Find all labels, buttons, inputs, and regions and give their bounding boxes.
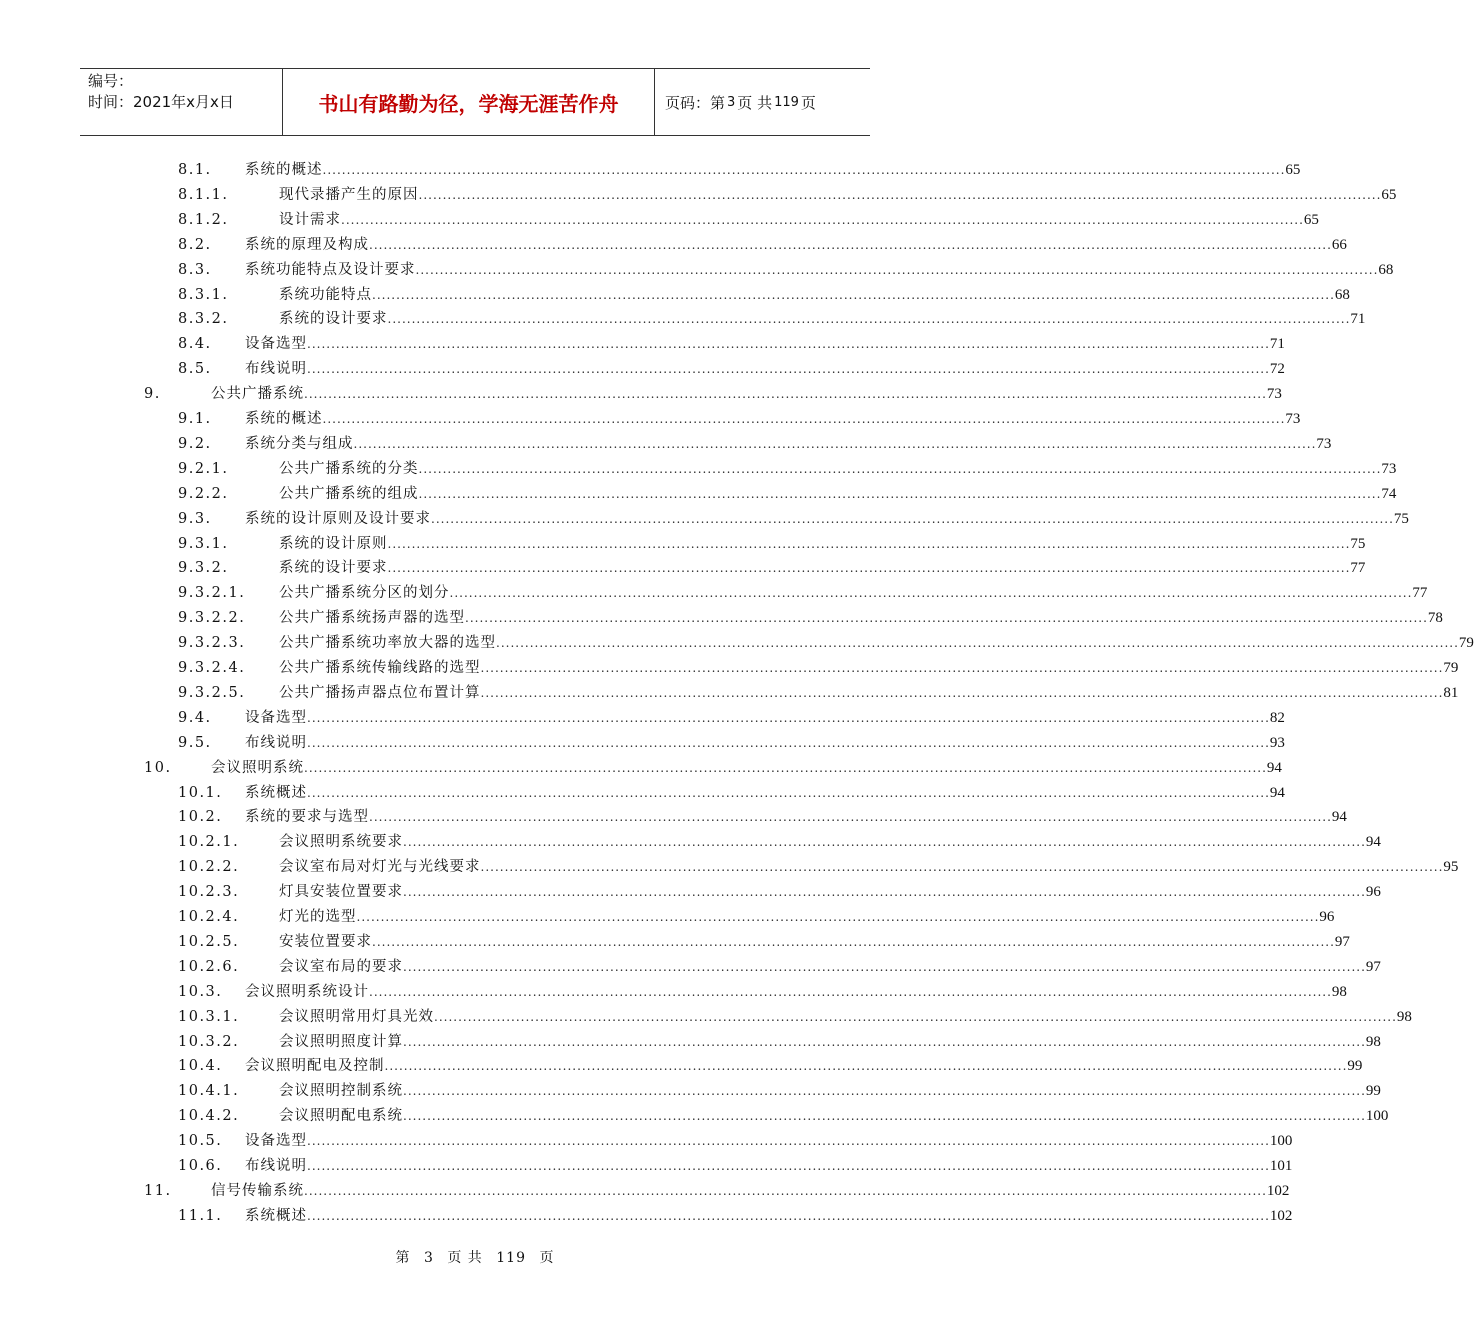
- toc-entry-page: 68: [1378, 261, 1394, 278]
- toc-entry-page: 75: [1350, 535, 1366, 552]
- toc-entry[interactable]: [178, 906, 1335, 928]
- toc-entry[interactable]: [178, 557, 1366, 579]
- toc-dot-leader: ........................................................................................................................................................................................................: [403, 1034, 1366, 1049]
- toc-dot-leader: ........................................................................................................................................................................................................: [304, 1183, 1267, 1198]
- toc-entry[interactable]: [178, 358, 1285, 380]
- toc-entry[interactable]: [178, 682, 1459, 704]
- toc-entry-page: 98: [1365, 1033, 1381, 1050]
- toc-dot-leader: ........................................................................................................................................................................................................: [415, 262, 1379, 277]
- toc-entry-number: 10.3.1.: [178, 1008, 240, 1025]
- toc-entry[interactable]: [178, 433, 1332, 455]
- toc-entry-title: 系统概述: [245, 784, 307, 801]
- toc-entry[interactable]: [178, 881, 1381, 903]
- toc-dot-leader: ........................................................................................................................................................................................................: [369, 237, 1332, 252]
- toc-entry-title: 系统概述: [245, 1207, 307, 1224]
- toc-entry-page: 97: [1334, 933, 1350, 950]
- toc-entry[interactable]: [178, 284, 1350, 306]
- toc-entry[interactable]: [178, 508, 1409, 530]
- toc-entry[interactable]: [178, 607, 1443, 629]
- toc-entry[interactable]: [178, 533, 1366, 555]
- toc-entry-page: 99: [1365, 1083, 1381, 1100]
- toc-entry-number: 10.2.: [178, 809, 223, 826]
- toc-entry-number: 9.3.2.5.: [178, 684, 246, 701]
- toc-entry[interactable]: [178, 582, 1428, 604]
- toc-entry-title: 布线说明: [245, 361, 307, 378]
- toc-entry-page: 77: [1412, 585, 1428, 602]
- toc-entry[interactable]: [178, 931, 1350, 953]
- page-footer: [0, 1247, 950, 1267]
- toc-entry-number: 8.1.: [178, 162, 212, 178]
- toc-entry-number: 10.6.: [178, 1158, 223, 1174]
- toc-entry-title: 会议照明系统设计: [245, 983, 369, 1000]
- toc-entry[interactable]: [178, 707, 1285, 729]
- toc-dot-leader: ........................................................................................................................................................................................................: [322, 412, 1286, 426]
- toc-entry-page: 94: [1266, 759, 1282, 776]
- toc-dot-leader: ........................................................................................................................................................................................................: [496, 636, 1459, 651]
- toc-entry[interactable]: [178, 209, 1319, 231]
- toc-entry-number: 9.3.2.1.: [178, 585, 246, 602]
- toc-entry-page: 71: [1269, 336, 1285, 353]
- toc-entry-page: 82: [1269, 709, 1285, 726]
- toc-entry-number: 9.4.: [178, 709, 212, 726]
- footer-prefix: 第: [395, 1250, 411, 1266]
- toc-dot-leader: ........................................................................................................................................................................................................: [403, 1084, 1366, 1099]
- toc-entry-title: 设备选型: [245, 336, 307, 353]
- toc-dot-leader: ........................................................................................................................................................................................................: [387, 312, 1351, 327]
- toc-entry[interactable]: [178, 632, 1474, 654]
- toc-entry-page: 96: [1365, 884, 1381, 901]
- toc-dot-leader: ........................................................................................................................................................................................................: [387, 561, 1351, 576]
- toc-entry-number: 9.3.: [178, 510, 212, 527]
- toc-entry[interactable]: [178, 483, 1397, 505]
- toc-entry-page: 75: [1393, 510, 1409, 527]
- toc-entry-number: 9.2.: [178, 435, 212, 452]
- toc-dot-leader: ........................................................................................................................................................................................................: [418, 187, 1382, 202]
- toc-entry[interactable]: [178, 1130, 1293, 1152]
- toc-entry-number: 9.3.2.3.: [178, 635, 246, 652]
- toc-entry-title: 会议照明配电系统: [279, 1108, 403, 1125]
- toc-dot-leader: ........................................................................................................................................................................................................: [403, 959, 1366, 974]
- toc-dot-leader: ........................................................................................................................................................................................................: [480, 860, 1444, 875]
- toc-entry[interactable]: [178, 308, 1366, 330]
- toc-entry-page: 100: [1365, 1108, 1389, 1125]
- toc-entry-number: 8.2.: [178, 236, 212, 253]
- footer-page-current: 3: [423, 1250, 434, 1266]
- toc-entry[interactable]: [144, 757, 1282, 779]
- footer-mid: 页 共: [447, 1250, 483, 1266]
- toc-entry-title: 设计需求: [279, 211, 341, 228]
- header-page-mid: 页 共: [737, 93, 773, 112]
- toc-entry[interactable]: [178, 657, 1459, 679]
- toc-entry-title: 会议照明系统: [211, 759, 304, 776]
- toc-entry-title: 系统的设计要求: [279, 311, 388, 328]
- toc-entry-number: 10.3.2.: [178, 1033, 240, 1050]
- toc-entry[interactable]: [178, 1105, 1389, 1127]
- toc-entry-page: 65: [1285, 162, 1301, 178]
- toc-dot-leader: ........................................................................................................................................................................................................: [307, 735, 1270, 750]
- toc-entry[interactable]: [178, 259, 1394, 281]
- toc-entry-page: 94: [1269, 784, 1285, 801]
- toc-entry-page: 65: [1303, 211, 1319, 228]
- toc-dot-leader: ........................................................................................................................................................................................................: [356, 910, 1320, 924]
- toc-entry-number: 10.1.: [178, 784, 223, 801]
- toc-dot-leader: ........................................................................................................................................................................................................: [307, 785, 1270, 800]
- toc-dot-leader: ........................................................................................................................................................................................................: [449, 586, 1413, 601]
- toc-entry-title: 系统的原理及构成: [245, 236, 369, 253]
- toc-entry-number: 10.2.2.: [178, 859, 240, 876]
- toc-entry-title: 设备选型: [245, 709, 307, 726]
- header-page-suffix: 页: [800, 93, 816, 112]
- toc-entry-title: 灯具安装位置要求: [279, 884, 403, 901]
- toc-entry[interactable]: [178, 1080, 1381, 1102]
- toc-entry-page: 93: [1269, 734, 1285, 751]
- toc-entry[interactable]: [178, 408, 1301, 430]
- toc-entry-title: 公共广播系统传输线路的选型: [279, 660, 481, 676]
- toc-dot-leader: ........................................................................................................................................................................................................: [304, 387, 1267, 402]
- toc-entry-title: 系统的概述: [245, 411, 323, 427]
- toc-dot-leader: ........................................................................................................................................................................................................: [369, 984, 1332, 999]
- toc-entry-page: 66: [1331, 236, 1347, 253]
- toc-dot-leader: ........................................................................................................................................................................................................: [372, 934, 1335, 949]
- toc-entry-number: 10.3.: [178, 983, 223, 1000]
- toc-entry-title: 系统的设计原则及设计要求: [245, 510, 431, 527]
- toc-entry-page: 94: [1365, 834, 1381, 851]
- toc-entry-title: 布线说明: [245, 734, 307, 751]
- toc-entry-number: 10.4.: [178, 1058, 223, 1075]
- toc-entry-title: 安装位置要求: [279, 933, 372, 950]
- toc-entry-title: 会议室布局对灯光与光线要求: [279, 859, 481, 876]
- toc-entry-page: 73: [1316, 435, 1332, 452]
- toc-entry[interactable]: [144, 1180, 1290, 1202]
- toc-entry-title: 系统分类与组成: [245, 435, 354, 452]
- toc-entry-page: 99: [1347, 1058, 1363, 1075]
- toc-entry-title: 系统的设计要求: [279, 560, 388, 577]
- toc-dot-leader: ........................................................................................................................................................................................................: [307, 1159, 1270, 1173]
- toc-dot-leader: ........................................................................................................................................................................................................: [387, 536, 1351, 551]
- toc-entry[interactable]: [178, 1031, 1381, 1053]
- toc-entry[interactable]: [178, 1006, 1412, 1028]
- toc-dot-leader: ........................................................................................................................................................................................................: [307, 1134, 1270, 1149]
- toc-dot-leader: ........................................................................................................................................................................................................: [307, 362, 1270, 377]
- toc-entry[interactable]: [178, 956, 1381, 978]
- toc-dot-leader: ........................................................................................................................................................................................................: [369, 810, 1332, 825]
- toc-entry-number: 10.2.4.: [178, 909, 240, 925]
- toc-entry-page: 72: [1269, 361, 1285, 378]
- toc-entry[interactable]: [178, 184, 1397, 206]
- toc-entry-page: 71: [1350, 311, 1366, 328]
- toc-entry-title: 公共广播系统功率放大器的选型: [279, 635, 496, 652]
- toc-entry-page: 94: [1331, 809, 1347, 826]
- toc-entry[interactable]: [144, 383, 1282, 405]
- toc-entry-title: 会议照明配电及控制: [245, 1058, 385, 1075]
- header-motto: 书山有路勤为径，学海无涯苦作舟: [283, 69, 655, 135]
- toc-entry-page: 77: [1350, 560, 1366, 577]
- toc-entry-page: 73: [1266, 386, 1282, 403]
- toc-entry-page: 96: [1319, 909, 1335, 925]
- toc-entry-title: 公共广播扬声器点位布置计算: [279, 684, 481, 701]
- toc-entry-title: 公共广播系统的分类: [279, 460, 419, 477]
- footer-page-total: 119: [496, 1250, 526, 1266]
- toc-entry-page: 73: [1285, 411, 1301, 427]
- toc-entry-number: 10.2.6.: [178, 958, 240, 975]
- toc-entry-number: 10.5.: [178, 1133, 223, 1150]
- toc-entry[interactable]: [178, 234, 1347, 256]
- toc-entry[interactable]: [178, 806, 1347, 828]
- header-page-total: 119: [774, 94, 799, 110]
- toc-dot-leader: ........................................................................................................................................................................................................: [307, 1208, 1270, 1223]
- toc-entry-title: 会议照明控制系统: [279, 1083, 403, 1100]
- toc-dot-leader: ........................................................................................................................................................................................................: [480, 685, 1444, 700]
- toc-entry[interactable]: [178, 333, 1285, 355]
- toc-entry-title: 会议照明常用灯具光效: [279, 1008, 434, 1025]
- toc-entry-page: 102: [1266, 1182, 1290, 1199]
- toc-entry-page: 98: [1331, 983, 1347, 1000]
- toc-entry-title: 灯光的选型: [279, 909, 357, 925]
- toc-dot-leader: ........................................................................................................................................................................................................: [480, 661, 1444, 675]
- toc-entry-number: 10.4.1.: [178, 1083, 240, 1100]
- toc-entry-number: 9.5.: [178, 734, 212, 751]
- toc-dot-leader: ........................................................................................................................................................................................................: [353, 436, 1317, 451]
- toc-entry-number: 8.5.: [178, 361, 212, 378]
- toc-entry-number: 9.3.2.4.: [178, 660, 246, 676]
- header-page-current: 3: [727, 94, 736, 110]
- toc-entry-number: 11.1.: [178, 1207, 223, 1224]
- toc-entry-number: 9.3.2.: [178, 560, 229, 577]
- toc-entry-page: 95: [1443, 859, 1459, 876]
- toc-entry-title: 布线说明: [245, 1158, 307, 1174]
- toc-entry-title: 系统的要求与选型: [245, 809, 369, 826]
- toc-entry-number: 8.1.1.: [178, 186, 229, 203]
- toc-entry-title: 会议照明照度计算: [279, 1033, 403, 1050]
- toc-entry-number: 9.3.1.: [178, 535, 229, 552]
- toc-entry-number: 8.3.: [178, 261, 212, 278]
- toc-entry[interactable]: [178, 981, 1347, 1003]
- toc-entry[interactable]: [178, 732, 1285, 754]
- toc-dot-leader: ........................................................................................................................................................................................................: [307, 337, 1270, 352]
- toc-entry-number: 10.2.3.: [178, 884, 240, 901]
- toc-entry[interactable]: [178, 782, 1285, 804]
- toc-entry[interactable]: [178, 1155, 1293, 1177]
- toc-dot-leader: ........................................................................................................................................................................................................: [341, 212, 1304, 227]
- toc-entry-number: 10.2.5.: [178, 933, 240, 950]
- toc-dot-leader: ........................................................................................................................................................................................................: [384, 1059, 1348, 1074]
- toc-entry-number: 9.2.2.: [178, 485, 229, 502]
- toc-entry[interactable]: [178, 1205, 1293, 1227]
- toc-entry-page: 79: [1458, 635, 1474, 652]
- footer-suffix: 页: [539, 1250, 555, 1266]
- header-page-prefix: 页码：第: [665, 93, 726, 112]
- toc-entry-number: 9.2.1.: [178, 460, 229, 477]
- document-date: 时间：2021年x月x日: [88, 93, 234, 111]
- toc-dot-leader: ........................................................................................................................................................................................................: [431, 511, 1394, 526]
- toc-entry-number: 9.: [144, 386, 161, 403]
- toc-entry-page: 73: [1381, 460, 1397, 477]
- toc-entry-number: 8.1.2.: [178, 211, 229, 228]
- toc-dot-leader: ........................................................................................................................................................................................................: [434, 1009, 1397, 1024]
- toc-entry-page: 79: [1443, 660, 1459, 676]
- toc-entry-page: 102: [1269, 1207, 1293, 1224]
- toc-entry-number: 10.: [144, 759, 172, 776]
- toc-entry-title: 会议室布局的要求: [279, 958, 403, 975]
- toc-dot-leader: ........................................................................................................................................................................................................: [372, 287, 1335, 302]
- toc-entry-title: 系统的设计原则: [279, 535, 388, 552]
- toc-entry-title: 公共广播系统分区的划分: [279, 585, 450, 602]
- document-header: [80, 68, 870, 136]
- toc-entry-title: 现代录播产生的原因: [279, 186, 419, 203]
- toc-entry-page: 81: [1443, 684, 1459, 701]
- toc-entry-number: 8.4.: [178, 336, 212, 353]
- toc-entry-title: 公共广播系统扬声器的选型: [279, 610, 465, 627]
- toc-entry-page: 65: [1381, 186, 1397, 203]
- header-page-indicator: [655, 69, 870, 135]
- toc-entry-title: 公共广播系统的组成: [279, 485, 419, 502]
- toc-entry-page: 97: [1365, 958, 1381, 975]
- header-meta: [80, 69, 283, 135]
- toc-entry-page: 100: [1269, 1133, 1293, 1150]
- toc-entry[interactable]: [178, 856, 1459, 878]
- toc-entry-number: 10.2.1.: [178, 834, 240, 851]
- toc-entry-page: 98: [1396, 1008, 1412, 1025]
- toc-dot-leader: ........................................................................................................................................................................................................: [403, 1109, 1366, 1124]
- toc-dot-leader: ........................................................................................................................................................................................................: [465, 611, 1428, 626]
- toc-entry-title: 系统功能特点: [279, 286, 372, 303]
- toc-entry-title: 会议照明系统要求: [279, 834, 403, 851]
- toc-entry-title: 信号传输系统: [211, 1182, 304, 1199]
- toc-dot-leader: ........................................................................................................................................................................................................: [403, 885, 1366, 900]
- toc-entry-page: 78: [1427, 610, 1443, 627]
- toc-entry[interactable]: [178, 159, 1301, 181]
- toc-dot-leader: ........................................................................................................................................................................................................: [307, 710, 1270, 725]
- toc-entry-number: 8.3.1.: [178, 286, 229, 303]
- toc-entry-title: 系统功能特点及设计要求: [245, 261, 416, 278]
- toc-entry-number: 9.3.2.2.: [178, 610, 246, 627]
- toc-entry-number: 8.3.2.: [178, 311, 229, 328]
- toc-entry-number: 11.: [144, 1182, 172, 1199]
- toc-dot-leader: ........................................................................................................................................................................................................: [403, 835, 1366, 850]
- toc-entry-title: 公共广播系统: [211, 386, 304, 403]
- document-number-label: 编号：: [88, 72, 134, 90]
- toc-dot-leader: ........................................................................................................................................................................................................: [418, 486, 1382, 501]
- toc-entry-page: 101: [1269, 1158, 1293, 1174]
- toc-entry-title: 设备选型: [245, 1133, 307, 1150]
- toc-entry[interactable]: [178, 831, 1381, 853]
- toc-entry-page: 74: [1381, 485, 1397, 502]
- toc-dot-leader: ........................................................................................................................................................................................................: [418, 461, 1382, 476]
- toc-dot-leader: ........................................................................................................................................................................................................: [304, 760, 1267, 775]
- toc-entry-number: 10.4.2.: [178, 1108, 240, 1125]
- toc-entry-page: 68: [1334, 286, 1350, 303]
- toc-dot-leader: ........................................................................................................................................................................................................: [322, 163, 1286, 177]
- toc-entry-title: 系统的概述: [245, 162, 323, 178]
- toc-entry[interactable]: [178, 1055, 1363, 1077]
- toc-entry[interactable]: [178, 458, 1397, 480]
- toc-entry-number: 9.1.: [178, 411, 212, 427]
